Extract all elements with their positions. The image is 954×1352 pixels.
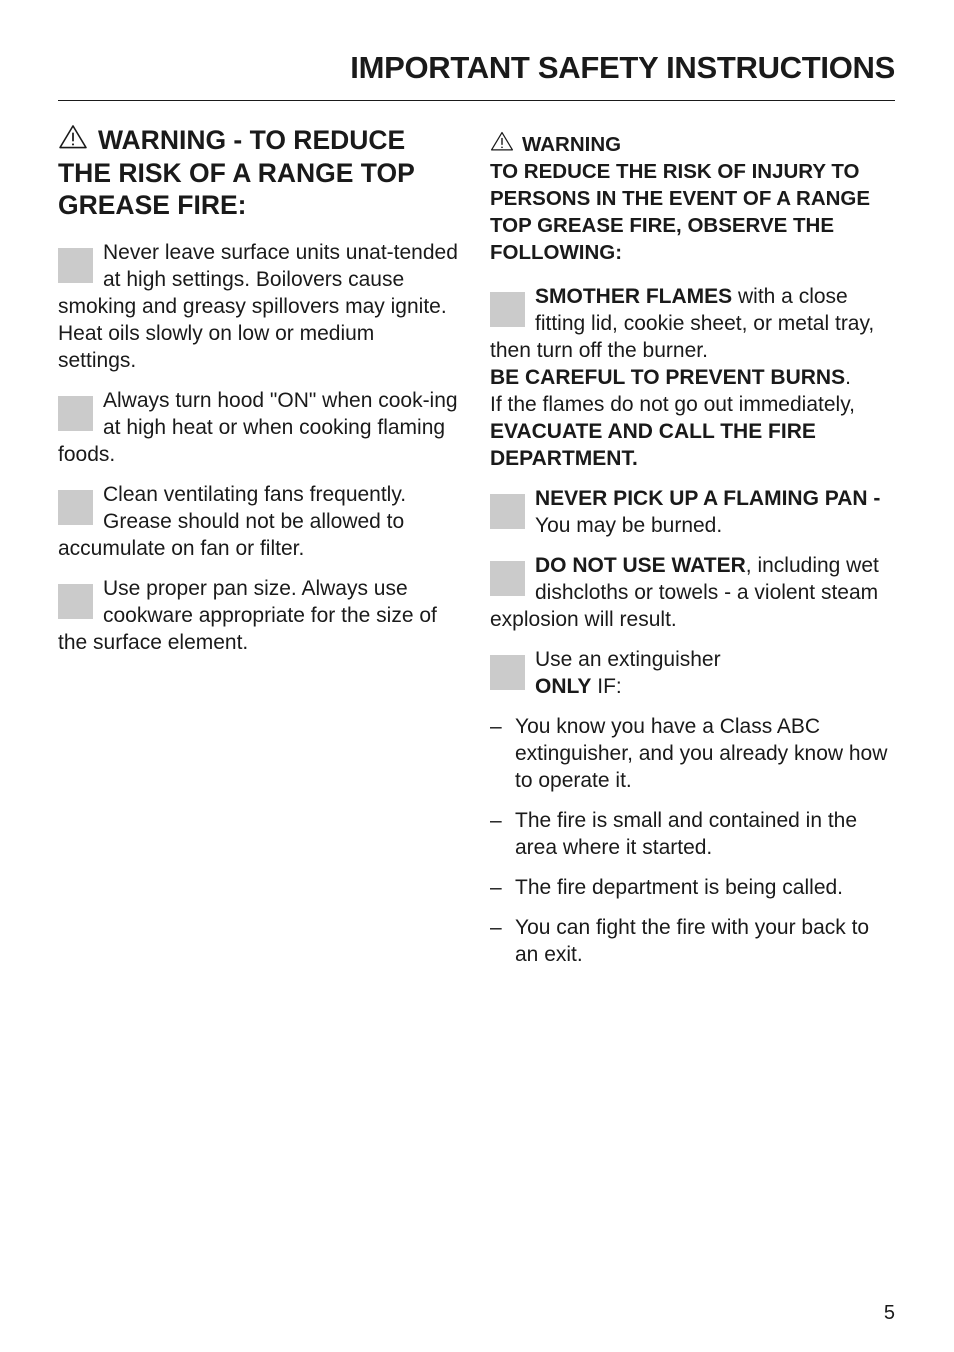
right-column	[490, 124, 895, 981]
warning-triangle-icon	[58, 124, 88, 149]
item-text: Always turn hood "ON" when cook-ing at high heat or when cooking flaming foods.	[58, 388, 458, 466]
right-warning-heading	[490, 131, 895, 266]
never-pick-up-item	[490, 485, 895, 539]
condition-item	[490, 713, 895, 794]
never-pick-bold: NEVER PICK UP A FLAMING PAN -	[535, 487, 881, 510]
careful-bold: BE CAREFUL TO PREVENT BURNS	[490, 366, 846, 389]
smother-bold: SMOTHER FLAMES	[535, 285, 733, 308]
condition-item	[490, 914, 895, 968]
left-column	[58, 124, 458, 669]
list-item	[58, 575, 458, 656]
gray-square-bullet-icon	[490, 494, 525, 529]
dash-bullet: –	[490, 715, 502, 738]
condition-text: You know you have a Class ABC extinguisher, and you already know how to operate it.	[515, 715, 888, 792]
smother-flames-item	[490, 283, 895, 472]
gray-square-bullet-icon	[490, 655, 525, 690]
item-text: Clean ventilating fans frequently. Grease should not be allowed to accumulate on fan or filter.	[58, 482, 407, 560]
condition-item	[490, 874, 895, 901]
condition-item	[490, 807, 895, 861]
dash-bullet: –	[490, 876, 502, 899]
left-heading-text: WARNING - TO REDUCE THE RISK OF A RANGE TOP GREASE FIRE:	[58, 125, 415, 220]
dash-bullet: –	[490, 809, 502, 832]
list-item	[58, 481, 458, 562]
item-text: Never leave surface units unat-tended at high settings. Boilovers cause smoking and greasy spillovers may ignite. Heat oils slowly on low or medium settings.	[58, 240, 458, 372]
extinguisher-text: Use an extinguisher	[535, 648, 721, 671]
gray-square-bullet-icon	[490, 561, 525, 596]
never-pick-text: You may be burned.	[535, 514, 723, 537]
no-water-bold: DO NOT USE WATER	[535, 554, 746, 577]
left-warning-heading	[58, 124, 458, 222]
gray-square-bullet-icon	[490, 292, 525, 327]
list-item	[58, 387, 458, 468]
smother-text: with a close fitting lid, cookie sheet, or metal tray, then turn off the burner.	[490, 285, 875, 362]
condition-text: You can fight the fire with your back to an exit.	[515, 916, 870, 966]
extinguisher-item	[490, 646, 895, 700]
condition-text: The fire is small and contained in the area where it started.	[515, 809, 858, 859]
header-divider	[58, 100, 895, 101]
item-text: Use proper pan size. Always use cookware appropriate for the size of the surface element.	[58, 576, 437, 654]
careful-end: .	[845, 366, 851, 389]
if-text: IF:	[591, 675, 622, 698]
no-water-item	[490, 552, 895, 633]
gray-square-bullet-icon	[58, 248, 93, 283]
dash-bullet: –	[490, 916, 502, 939]
flames-text: If the flames do not go out immediately,	[490, 393, 855, 416]
gray-square-bullet-icon	[58, 584, 93, 619]
only-bold: ONLY	[535, 675, 592, 698]
right-heading-text: TO REDUCE THE RISK OF INJURY TO PERSONS IN THE EVENT OF A RANGE TOP GREASE FIRE, OBSERVE THE FOLLOWING:	[490, 160, 871, 264]
list-item	[58, 239, 458, 374]
gray-square-bullet-icon	[58, 396, 93, 431]
page-number: 5	[883, 1302, 895, 1324]
warning-label: WARNING	[522, 133, 622, 156]
evacuate-bold: EVACUATE AND CALL THE FIRE DEPARTMENT.	[490, 420, 816, 470]
condition-text: The fire department is being called.	[515, 876, 844, 899]
warning-triangle-icon	[490, 131, 514, 151]
no-water-text: , including wet dishcloths or towels - a violent steam explosion will result.	[490, 554, 879, 631]
gray-square-bullet-icon	[58, 490, 93, 525]
page-title: IMPORTANT SAFETY INSTRUCTIONS	[350, 50, 895, 85]
